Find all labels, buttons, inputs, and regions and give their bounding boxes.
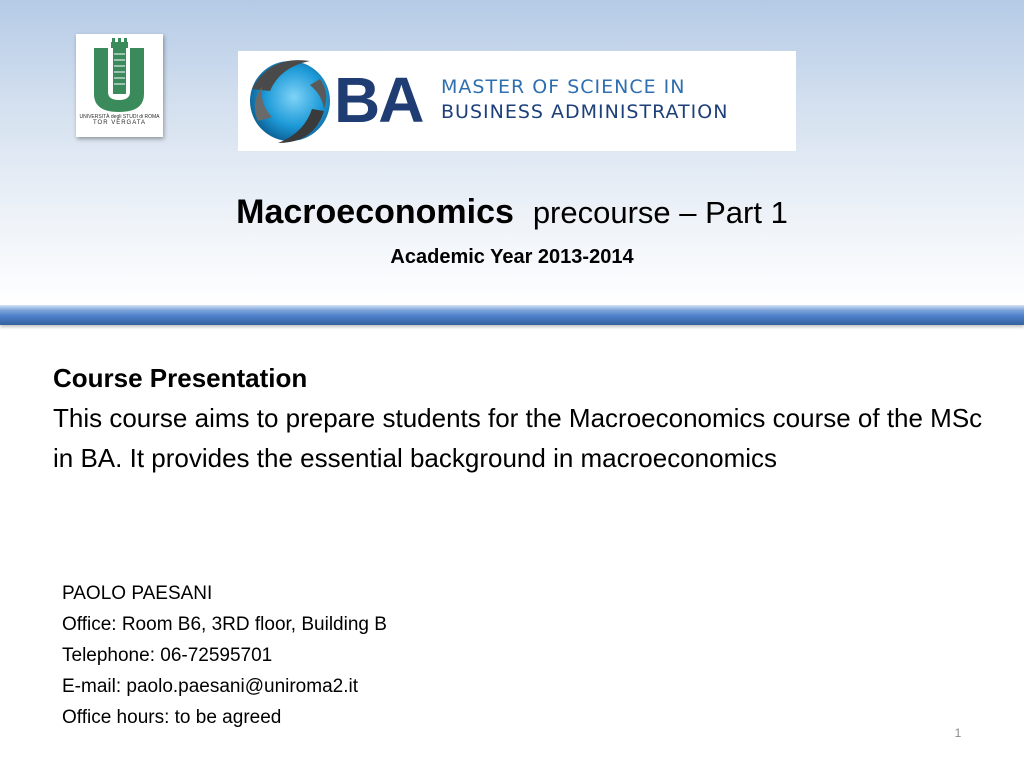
university-logo: [76, 34, 163, 137]
course-description: This course aims to prepare students for the Macroeconomics course of the MSc in BA. It provides the essential background in macroeconomics: [53, 403, 983, 473]
course-heading: Course Presentation: [53, 363, 308, 393]
contact-email: E-mail: paolo.paesani@uniroma2.it: [62, 676, 358, 697]
contact-info: [62, 578, 662, 733]
university-caption-line1: UNIVERSITÀ degli STUDI di ROMA: [79, 114, 160, 120]
program-banner: [238, 51, 796, 151]
university-caption-line2: TOR VERGATA: [92, 120, 146, 126]
contact-name: PAOLO PAESANI: [62, 583, 213, 604]
contact-office: Office: Room B6, 3RD floor, Building B: [62, 614, 387, 635]
program-logo-letters: BA: [334, 64, 423, 136]
sphere-logo-icon: [238, 51, 348, 151]
slide-title: [0, 188, 1024, 237]
course-presentation: [53, 358, 993, 478]
academic-year: Academic Year 2013-2014: [390, 246, 634, 268]
title-main: Macroeconomics: [236, 193, 514, 231]
program-banner-line2: BUSINESS ADMINISTRATION: [441, 101, 729, 123]
page-number: 1: [954, 726, 962, 740]
contact-hours: Office hours: to be agreed: [62, 707, 282, 728]
divider-bar: [0, 305, 1024, 325]
contact-telephone: Telephone: 06-72595701: [62, 645, 273, 666]
title-sub: precourse – Part 1: [532, 195, 788, 230]
program-banner-line1: MASTER OF SCIENCE IN: [441, 76, 686, 98]
